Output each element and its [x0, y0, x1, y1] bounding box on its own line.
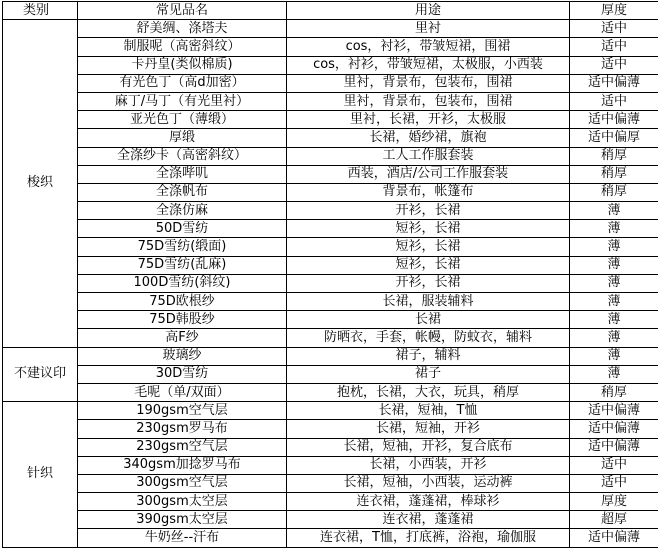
- thickness-cell: 薄: [570, 365, 658, 383]
- thickness-cell: 适中: [570, 38, 658, 56]
- name-cell: 亚光色丁（薄缎）: [78, 111, 287, 129]
- thickness-cell: 薄: [570, 329, 658, 347]
- name-cell: 300gsm空气层: [78, 474, 287, 492]
- table-row: [3, 38, 658, 56]
- thickness-cell: 适中偏薄: [570, 529, 658, 547]
- table-row: [3, 529, 658, 547]
- table-row: [3, 256, 658, 274]
- thickness-cell: 厚度: [570, 493, 658, 511]
- table-row: [3, 456, 658, 474]
- use-cell: 短衫，长裙: [287, 220, 570, 238]
- thickness-cell: 薄: [570, 274, 658, 292]
- table-row: [3, 420, 658, 438]
- use-cell: 开衫，长裙: [287, 274, 570, 292]
- table-row: [3, 274, 658, 292]
- header-row: [3, 2, 658, 20]
- name-cell: 全涤哔叽: [78, 165, 287, 183]
- thickness-cell: 薄: [570, 202, 658, 220]
- name-cell: 毛呢（单/双面）: [78, 383, 287, 401]
- use-cell: cos，衬衫，带皱短裙，围裙: [287, 38, 570, 56]
- use-cell: 里衬，背景布，包装布，围裙: [287, 74, 570, 92]
- table-row: [3, 493, 658, 511]
- use-cell: 连衣裙，蓬蓬裙: [287, 511, 570, 529]
- header-category: 类别: [3, 2, 78, 20]
- use-cell: 长裙，小西装，开衫: [287, 456, 570, 474]
- name-cell: 230gsm空气层: [78, 438, 287, 456]
- use-cell: 背景布，帐篷布: [287, 183, 570, 201]
- header-use: 用途: [287, 2, 570, 20]
- table-row: [3, 147, 658, 165]
- category-cell: 针织: [3, 402, 78, 548]
- table-row: [3, 402, 658, 420]
- table-row: [3, 92, 658, 110]
- use-cell: 连衣裙，T恤，打底裤，浴袍，瑜伽服: [287, 529, 570, 547]
- thickness-cell: 薄: [570, 220, 658, 238]
- table-row: [3, 329, 658, 347]
- use-cell: 长裙，婚纱裙，旗袍: [287, 129, 570, 147]
- table-row: [3, 74, 658, 92]
- name-cell: 玻璃纱: [78, 347, 287, 365]
- name-cell: 230gsm罗马布: [78, 420, 287, 438]
- name-cell: 50D雪纺: [78, 220, 287, 238]
- thickness-cell: 稍厚: [570, 165, 658, 183]
- use-cell: cos，衬衫，带皱短裙，太极服，小西装: [287, 56, 570, 74]
- table-row: [3, 365, 658, 383]
- name-cell: 190gsm空气层: [78, 402, 287, 420]
- thickness-cell: 适中: [570, 20, 658, 38]
- use-cell: 长裙，短袖，小西装，运动裤: [287, 474, 570, 492]
- table-body: [3, 20, 658, 547]
- use-cell: 里衬，长裙，开衫，太极服: [287, 111, 570, 129]
- use-cell: 短衫，长裙: [287, 238, 570, 256]
- table-row: [3, 311, 658, 329]
- table-row: [3, 383, 658, 401]
- use-cell: 长裙，短袖，T恤: [287, 402, 570, 420]
- thickness-cell: 适中偏薄: [570, 74, 658, 92]
- use-cell: 工人工作服套装: [287, 147, 570, 165]
- header-thickness: 厚度: [570, 2, 658, 20]
- table-row: [3, 20, 658, 38]
- name-cell: 卡丹皇(类似棉质): [78, 56, 287, 74]
- name-cell: 有光色丁（高d加密）: [78, 74, 287, 92]
- table-row: [3, 438, 658, 456]
- name-cell: 制服呢（高密斜纹）: [78, 38, 287, 56]
- use-cell: 裙子: [287, 365, 570, 383]
- use-cell: 裙子，辅料: [287, 347, 570, 365]
- thickness-cell: 超厚: [570, 511, 658, 529]
- name-cell: 75D韩股纱: [78, 311, 287, 329]
- thickness-cell: 稍厚: [570, 183, 658, 201]
- table-row: [3, 129, 658, 147]
- use-cell: 里衬，背景布，包装布，围裙: [287, 92, 570, 110]
- thickness-cell: 适中偏薄: [570, 420, 658, 438]
- table-row: [3, 238, 658, 256]
- thickness-cell: 适中: [570, 56, 658, 74]
- use-cell: 长裙，短袖，开衫，复合底布: [287, 438, 570, 456]
- fabric-table: [2, 1, 658, 548]
- name-cell: 100D雪纺(斜纹): [78, 274, 287, 292]
- name-cell: 舒美绸、涤塔夫: [78, 20, 287, 38]
- use-cell: 长裙，短袖，开衫: [287, 420, 570, 438]
- table-row: [3, 474, 658, 492]
- name-cell: 75D欧根纱: [78, 293, 287, 311]
- use-cell: 连衣裙，蓬蓬裙，棒球衫: [287, 493, 570, 511]
- name-cell: 高F纱: [78, 329, 287, 347]
- table-row: [3, 511, 658, 529]
- table-row: [3, 56, 658, 74]
- name-cell: 300gsm太空层: [78, 493, 287, 511]
- name-cell: 75D雪纺(缎面): [78, 238, 287, 256]
- header-name: 常见品名: [78, 2, 287, 20]
- name-cell: 390gsm太空层: [78, 511, 287, 529]
- table-row: [3, 202, 658, 220]
- name-cell: 340gsm加捻罗马布: [78, 456, 287, 474]
- use-cell: 短衫，长裙: [287, 256, 570, 274]
- name-cell: 30D雪纺: [78, 365, 287, 383]
- thickness-cell: 适中偏薄: [570, 438, 658, 456]
- use-cell: 防晒衣，手套，帐幔，防蚊衣，辅料: [287, 329, 570, 347]
- use-cell: 抱枕，长裙，大衣，玩具，稍厚: [287, 383, 570, 401]
- thickness-cell: 适中: [570, 474, 658, 492]
- table-row: [3, 183, 658, 201]
- thickness-cell: 适中: [570, 456, 658, 474]
- name-cell: 全涤帆布: [78, 183, 287, 201]
- table-row: [3, 220, 658, 238]
- thickness-cell: 薄: [570, 311, 658, 329]
- thickness-cell: 稍厚: [570, 147, 658, 165]
- thickness-cell: 薄: [570, 256, 658, 274]
- name-cell: 麻丁/马丁（有光里衬）: [78, 92, 287, 110]
- name-cell: 厚缎: [78, 129, 287, 147]
- category-cell: 梭织: [3, 20, 78, 347]
- use-cell: 西装，酒店/公司工作服套装: [287, 165, 570, 183]
- category-cell: 不建议印: [3, 347, 78, 402]
- use-cell: 里衬: [287, 20, 570, 38]
- thickness-cell: 适中偏厚: [570, 129, 658, 147]
- thickness-cell: 薄: [570, 293, 658, 311]
- thickness-cell: 稍厚: [570, 383, 658, 401]
- table-row: [3, 293, 658, 311]
- table-row: [3, 347, 658, 365]
- thickness-cell: 薄: [570, 238, 658, 256]
- thickness-cell: 适中: [570, 92, 658, 110]
- use-cell: 长裙，服装辅料: [287, 293, 570, 311]
- use-cell: 开衫，长裙: [287, 202, 570, 220]
- thickness-cell: 适中偏薄: [570, 111, 658, 129]
- table-row: [3, 111, 658, 129]
- thickness-cell: 薄: [570, 347, 658, 365]
- thickness-cell: 适中偏薄: [570, 402, 658, 420]
- name-cell: 75D雪纺(乱麻): [78, 256, 287, 274]
- table-row: [3, 165, 658, 183]
- name-cell: 全涤仿麻: [78, 202, 287, 220]
- name-cell: 全涤纱卡（高密斜纹）: [78, 147, 287, 165]
- use-cell: 长裙: [287, 311, 570, 329]
- name-cell: 牛奶丝--汗布: [78, 529, 287, 547]
